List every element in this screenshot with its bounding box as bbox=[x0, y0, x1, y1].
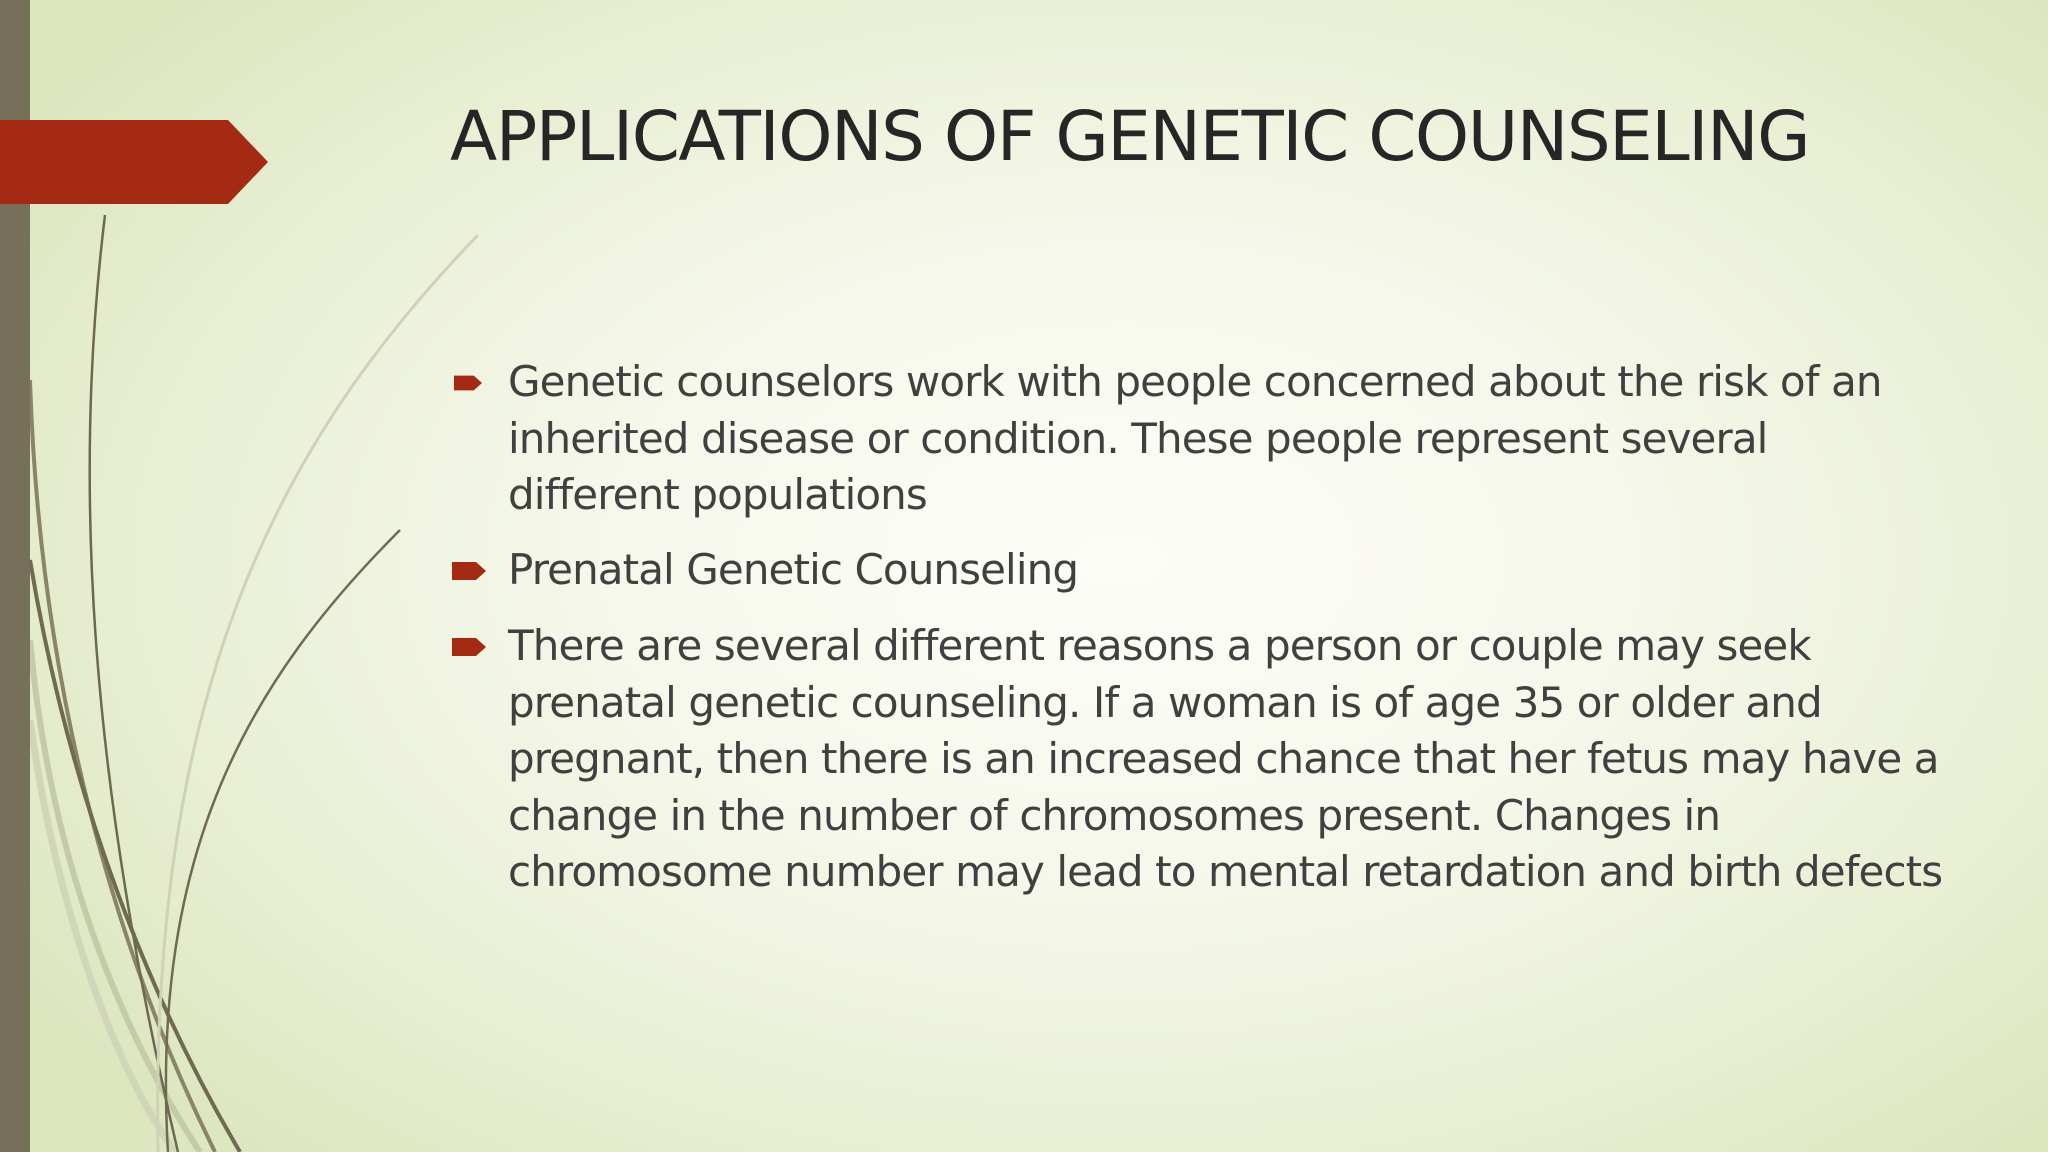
bullet-item bbox=[450, 618, 1950, 901]
bullet-item bbox=[450, 354, 1950, 524]
bullet-text: Prenatal Genetic Counseling bbox=[508, 544, 1079, 594]
bullet-text: Genetic counselors work with people concerned about the risk of an inherited disease or condition. These people represent several different populations bbox=[508, 357, 1882, 519]
slide-title: APPLICATIONS OF GENETIC COUNSELING bbox=[450, 97, 1810, 177]
arrow-bullet-icon bbox=[452, 562, 486, 580]
bullet-list bbox=[450, 354, 1950, 901]
arrow-bullet-icon bbox=[454, 375, 482, 391]
bullet-text: There are several different reasons a person or couple may seek prenatal genetic counseling. If a woman is of age 35 or older and pregnant, then there is an increased chance that her fetus may have a change in the number of chromosomes present. Changes in chromosome number may lead to mental retardation and birth defects bbox=[508, 621, 1943, 896]
arrow-bullet-icon bbox=[452, 638, 486, 656]
bullet-item bbox=[450, 542, 1950, 599]
